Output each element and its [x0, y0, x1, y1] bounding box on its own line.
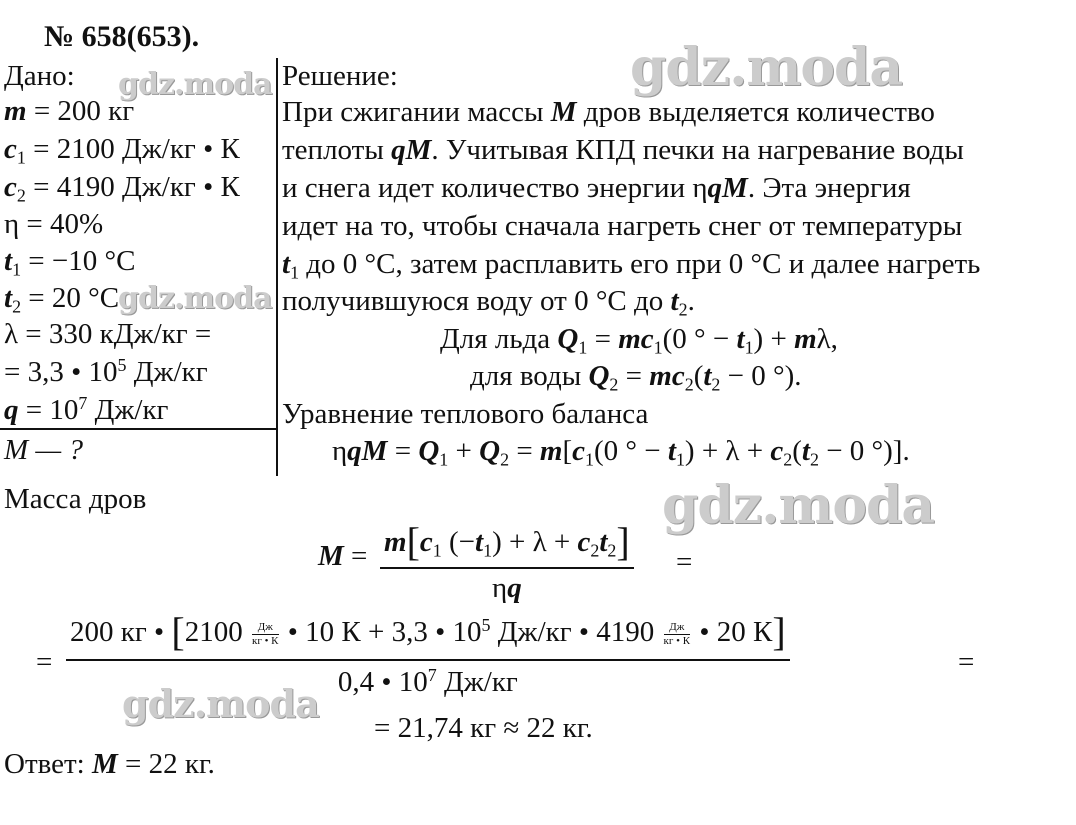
mass-header: Масса дров — [4, 483, 147, 515]
given-t1: $t_1 = -10$ °С — [4, 245, 136, 280]
given-m-value: 200 кг — [57, 95, 135, 127]
solution-text: При сжигании массы — [282, 96, 544, 128]
solution-text: теплоты — [282, 134, 384, 166]
q-exponent: 7 — [78, 393, 88, 413]
given-c2: $c_2 = 4190$ Дж/кг • К — [4, 171, 240, 206]
given-lambda: λ = 330 кДж/кг = — [4, 318, 212, 350]
given-divider — [0, 428, 276, 430]
given-lambda-si — [4, 356, 208, 387]
symbolic-formula-lhs: M = — [318, 540, 368, 572]
given-c1-value: 2100 Дж/кг • К — [56, 133, 240, 165]
solution-line-1: При сжигании массы M дров выделяется количество — [282, 96, 935, 128]
numeric-exponent: 5 — [481, 615, 491, 636]
given-q: $q = 10^7$ Дж/кг — [4, 393, 169, 426]
unit-fraction — [664, 622, 691, 647]
solution-text: дров выделяется количество — [583, 96, 935, 128]
watermark-logo: gdz.moda — [118, 67, 272, 102]
numeric-part: Дж/кг • 4190 — [490, 616, 655, 648]
watermark-logo: gdz.moda — [630, 37, 903, 98]
lambda-si-mantissa: = 3,3 • 10 — [4, 355, 118, 388]
answer: Ответ: M = 22 кг. — [4, 748, 215, 780]
given-c2-value: 4190 Дж/кг • К — [56, 171, 240, 203]
solution-text: . Эта энергия — [747, 172, 911, 204]
symbolic-numerator: $m[c_1$ $(-t_1) + \lambda + c_2t_2$] — [384, 519, 630, 564]
given-c1: $c_1 = 2100$ Дж/кг • К — [4, 133, 240, 168]
numeric-exponent: 7 — [427, 665, 437, 685]
solution-line-2: теплоты qM. Учитывая КПД печки на нагревание воды — [282, 134, 964, 166]
problem-number: № 658(653). — [44, 20, 200, 53]
solution-line-5: $t_1$ до 0 °С, затем расплавить его при 0 °С и далее нагреть — [282, 248, 981, 283]
formula-ice: Для льда $Q_1 = mc_1(0$ ° − $t_1) + m\lambda$, — [440, 323, 838, 358]
solution-header: Решение: — [282, 60, 398, 92]
unit-fraction-top: Дж — [669, 620, 685, 633]
solution-text: получившуюся воду от 0 °С до — [282, 285, 664, 317]
formula-water: для воды $Q_2 = mc_2(t_2 - 0$ °). — [470, 360, 802, 395]
numeric-numerator: 200 кг • [2100 Дж кг • К • 10 К + 3,3 • $10^5$ Дж/кг • 4190 Дж кг • К • 20 К] — [70, 609, 786, 654]
numeric-denominator — [338, 661, 518, 699]
solution-line-3: и снега идет количество энергии ηqM. Эта энергия — [282, 172, 911, 204]
given-eta: η = 40% — [4, 208, 104, 240]
q-mantissa: 10 — [49, 393, 79, 426]
given-m: m = 200 кг — [4, 95, 135, 127]
numeric-part: 200 кг • — [70, 616, 165, 648]
formula-label: для воды — [470, 360, 582, 392]
solution-line-4: идет на то, чтобы сначала нагреть снег от температуры — [282, 210, 963, 242]
unit-fraction-top: Дж — [257, 620, 273, 633]
lambda-si-exponent: 5 — [117, 355, 127, 375]
given-t2: $t_2 = 20$ °С — [4, 282, 120, 317]
given-t2-value: 20 °С — [51, 282, 120, 314]
solution-text: до 0 °С, затем расплавить его при 0 °С и далее нагреть — [306, 248, 981, 280]
watermark-logo: gdz.moda — [662, 475, 935, 536]
equals-sign: = — [958, 646, 975, 678]
given-eta-value: 40% — [50, 208, 104, 240]
answer-value: = 22 кг. — [117, 748, 215, 780]
lambda-si-unit: Дж/кг — [126, 355, 208, 388]
solution-text: . Учитывая КПД печки на нагревание воды — [431, 134, 964, 166]
given-t1-value: −10 °С — [51, 245, 136, 277]
formula-label: Для льда — [440, 323, 551, 355]
solution-line-6: получившуюся воду от 0 °С до $t_2$. — [282, 285, 695, 320]
balance-header: Уравнение теплового баланса — [282, 398, 649, 430]
balance-equation: $\eta qM = Q_1 + Q_2 = m[c_1(0$ ° − $t_1) + \lambda + c_2(t_2 - 0$ °)]. — [332, 435, 910, 470]
equals-sign: = — [36, 646, 53, 678]
watermark-logo: gdz.moda — [122, 681, 319, 726]
answer-label: Ответ: — [4, 748, 85, 780]
numeric-fraction — [66, 608, 790, 699]
numeric-part: 2100 — [184, 616, 243, 648]
numeric-part: • 20 К — [699, 616, 773, 648]
given-solution-separator — [276, 58, 278, 476]
symbolic-fraction — [380, 518, 634, 605]
symbolic-denominator: ηq — [492, 572, 522, 604]
unit-fraction-bottom: кг • К — [663, 634, 691, 647]
equals-sign: = — [676, 546, 693, 578]
given-find: M — ? — [4, 434, 83, 466]
unit-fraction — [252, 622, 279, 647]
given-header: Дано: — [4, 60, 75, 92]
solution-text: и снега идет количество энергии — [282, 172, 686, 204]
q-unit: Дж/кг — [87, 393, 169, 426]
watermark-logo: gdz.moda — [118, 281, 272, 316]
numeric-part: 0,4 • 10 — [337, 665, 428, 698]
given-lambda-value: 330 кДж/кг = — [48, 318, 212, 350]
numeric-part: Дж/кг — [436, 665, 518, 698]
numeric-part: • 10 К + 3,3 • 10 — [287, 616, 482, 648]
numeric-result: = 21,74 кг ≈ 22 кг. — [374, 712, 593, 744]
unit-fraction-bottom: кг • К — [251, 634, 279, 647]
